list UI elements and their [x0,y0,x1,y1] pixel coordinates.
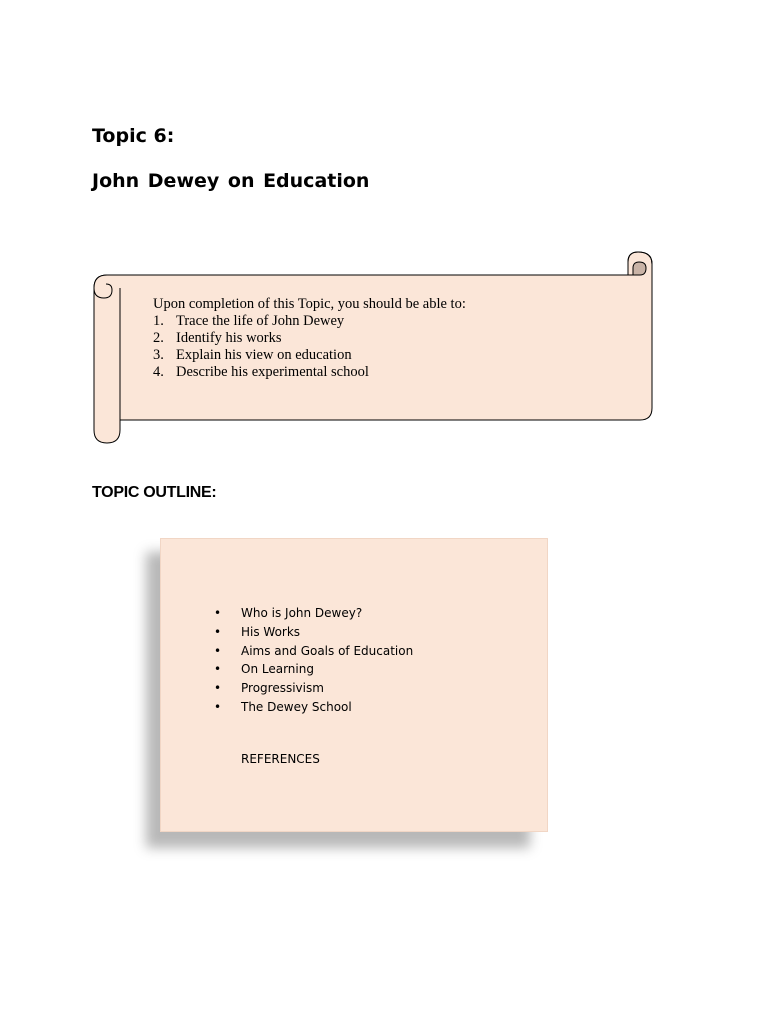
outline-item: • Progressivism [214,679,413,698]
outcomes-list [153,313,466,381]
outline-item: • The Dewey School [214,698,413,717]
outline-item: • Who is John Dewey? [214,604,413,623]
outcome-item: 3. Explain his view on education [153,347,352,363]
references-label: REFERENCES [241,752,320,766]
bullet-icon: • [214,662,222,677]
outline-item: • Aims and Goals of Education [214,642,413,661]
outline-item: • His Works [214,623,413,642]
bullet-icon: • [214,643,222,658]
outcomes-lead-text: Upon completion of this Topic, you should be able to: [153,296,466,312]
bullet-icon: • [214,624,222,639]
outcome-item: 4. Describe his experimental school [153,364,369,380]
outcome-item: 1. Trace the life of John Dewey [153,313,345,329]
bullet-icon: • [214,681,222,696]
topic-title-heading: John Dewey on Education [92,170,370,192]
bullet-icon: • [214,699,222,714]
outcome-item: 2. Identify his works [153,330,282,346]
learning-outcomes [153,296,466,381]
topic-number-heading: Topic 6: [92,125,175,147]
outline-item: • On Learning [214,660,413,679]
bullet-icon: • [214,606,222,620]
topic-outline-list [214,604,413,717]
topic-outline-heading: TOPIC OUTLINE: [92,484,217,501]
